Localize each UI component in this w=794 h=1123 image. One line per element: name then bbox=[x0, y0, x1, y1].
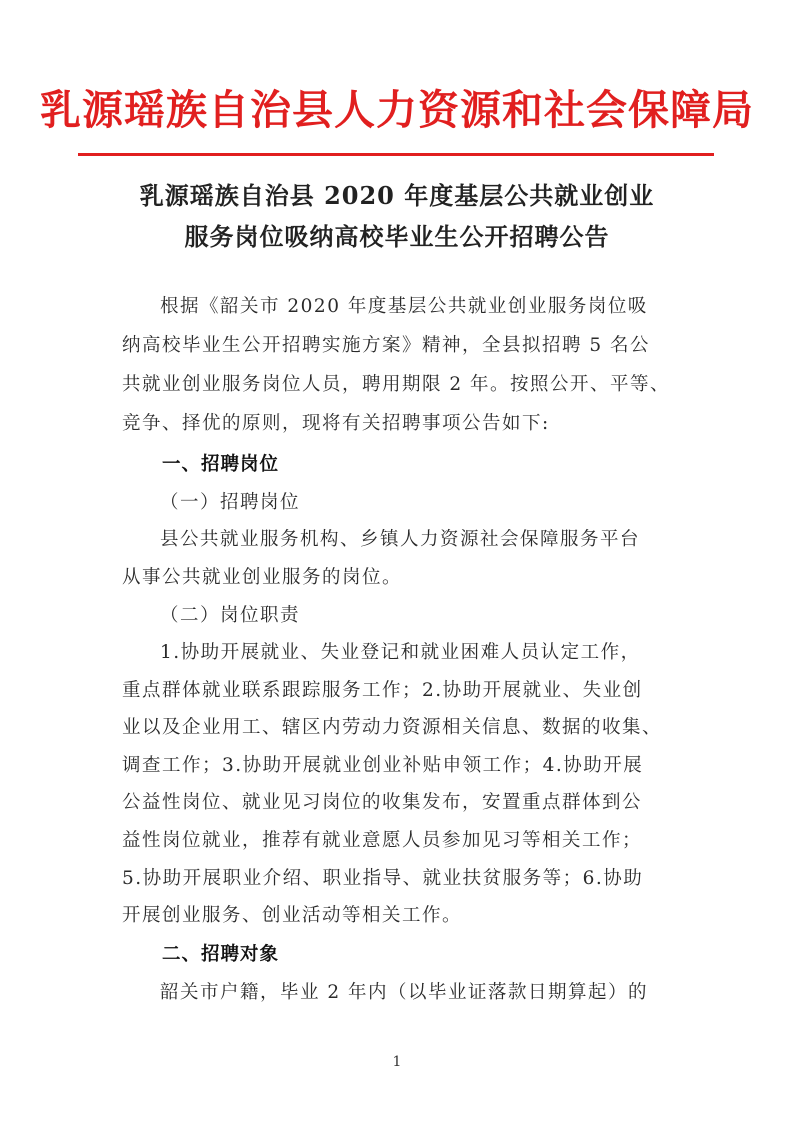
intro-line-4: 竞争、择优的原则，现将有关招聘事项公告如下: bbox=[122, 413, 550, 434]
intro-line-2: 纳高校毕业生公开招聘实施方案》精神，全县拟招聘 5 名公 bbox=[122, 335, 651, 356]
duties-line-1: 1.协助开展就业、失业登记和就业困难人员认定工作， bbox=[160, 642, 641, 663]
duties-line-5: 公益性岗位、就业见习岗位的收集发布，安置重点群体到公 bbox=[122, 792, 643, 813]
duties-line-2: 重点群体就业联系跟踪服务工作；2.协助开展就业、失业创 bbox=[122, 680, 643, 701]
document-title-line-2: 服务岗位吸纳高校毕业生公开招聘公告 bbox=[184, 222, 610, 251]
duties-line-8: 开展创业服务、创业活动等相关工作。 bbox=[122, 905, 463, 926]
section-2-text-line-1: 韶关市户籍，毕业 2 年内（以毕业证落款日期算起）的 bbox=[160, 982, 649, 1003]
issuing-organization-header: 乳源瑶族自治县人力资源和社会保障局 bbox=[40, 86, 754, 134]
duties-line-7: 5.协助开展职业介绍、职业指导、就业扶贫服务等；6.协助 bbox=[122, 868, 644, 889]
section-1-sub-1-text-line-1: 县公共就业服务机构、乡镇人力资源社会保障服务平台 bbox=[160, 529, 641, 550]
section-1-sub-1-heading: （一）招聘岗位 bbox=[160, 492, 301, 513]
red-header-rule bbox=[78, 153, 714, 156]
intro-line-3: 共就业创业服务岗位人员，聘用期限 2 年。按照公开、平等、 bbox=[122, 374, 671, 395]
section-1-sub-1-text-line-2: 从事公共就业创业服务的岗位。 bbox=[122, 567, 403, 588]
duties-line-6: 益性岗位就业，推荐有就业意愿人员参加见习等相关工作； bbox=[122, 830, 643, 851]
section-2-heading: 二、招聘对象 bbox=[162, 944, 280, 965]
document-title-line-1: 乳源瑶族自治县 2020 年度基层公共就业创业 bbox=[139, 181, 655, 210]
section-1-sub-2-heading: （二）岗位职责 bbox=[160, 605, 301, 626]
intro-line-1: 根据《韶关市 2020 年度基层公共就业创业服务岗位吸 bbox=[160, 296, 648, 317]
page-number: 1 bbox=[392, 1054, 402, 1070]
section-1-heading: 一、招聘岗位 bbox=[162, 454, 280, 475]
duties-line-4: 调查工作；3.协助开展就业创业补贴申领工作；4.协助开展 bbox=[122, 755, 644, 776]
duties-line-3: 业以及企业用工、辖区内劳动力资源相关信息、数据的收集、 bbox=[122, 717, 663, 738]
